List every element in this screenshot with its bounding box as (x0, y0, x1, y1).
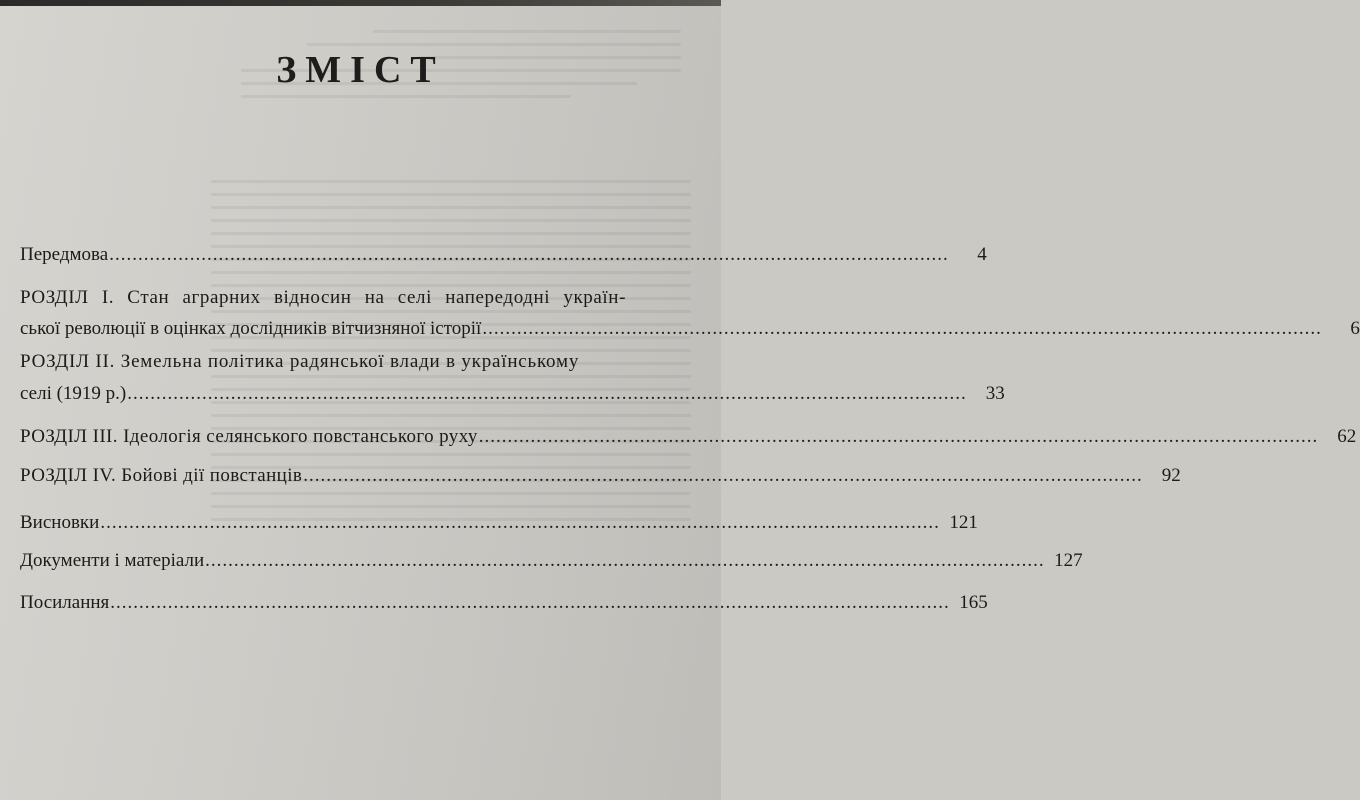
toc-page-number: 92 (1161, 465, 1181, 486)
bleed-through-text (241, 20, 681, 170)
toc-entry-references[interactable] (20, 592, 988, 614)
page-top-edge (0, 0, 721, 6)
toc-page-number: 127 (1054, 550, 1083, 571)
toc-entry-label-line1: РОЗДІЛ І. Стан аграрних відносин на селі напередодні україн- (20, 287, 626, 308)
toc-entry-label-line1: РОЗДІЛ ІІ. Земельна політика радянської влади в українському (20, 351, 580, 372)
toc-page-number: 121 (949, 512, 978, 533)
toc-entry-chapter-4[interactable] (20, 465, 1181, 487)
toc-entry-chapter-2[interactable] (20, 351, 1005, 405)
toc-entry-label: Передмова (20, 244, 109, 265)
toc-entry-label: РОЗДІЛ ІІІ. Ідеологія селянського повстанського руху (20, 426, 478, 447)
toc-page-number: 6 (1350, 318, 1360, 339)
toc-page-number: 62 (1337, 426, 1357, 447)
toc-entry-chapter-3[interactable] (20, 426, 1357, 448)
toc-entry-label: Посилання (20, 592, 110, 613)
toc-entry-label-line2: селі (1919 р.) (20, 383, 127, 404)
toc-leader-dots: .................................................................................................................................................. (205, 550, 1045, 571)
toc-page-number: 165 (959, 592, 988, 613)
toc-entry-label-line2: ської революції в оцінках дослідників вітчизняної історії (20, 318, 482, 339)
toc-leader-dots: .................................................................................................................................................. (110, 592, 950, 613)
toc-entry-label: Документи і матеріали (20, 550, 205, 571)
page-title: ЗМІСТ (276, 49, 445, 91)
toc-entry-documents[interactable] (20, 550, 1083, 572)
toc-leader-dots: .................................................................................................................................................. (127, 383, 967, 404)
toc-entry-chapter-1[interactable] (20, 287, 1360, 340)
toc-page-number: 33 (985, 383, 1005, 404)
toc-leader-dots: .................................................................................................................................................. (478, 426, 1319, 447)
toc-page-number: 4 (977, 244, 987, 265)
toc-leader-dots: .................................................................................................................................................. (303, 465, 1143, 486)
toc-entry-foreword[interactable] (20, 244, 987, 266)
toc-entry-label: Висновки (20, 512, 100, 533)
toc-entry-label: РОЗДІЛ IV. Бойові дії повстанців (20, 465, 303, 486)
toc-leader-dots: .................................................................................................................................................. (482, 318, 1322, 339)
toc-entry-conclusions[interactable] (20, 512, 978, 534)
toc-leader-dots: .................................................................................................................................................. (100, 512, 940, 533)
toc-leader-dots: .................................................................................................................................................. (109, 244, 949, 265)
